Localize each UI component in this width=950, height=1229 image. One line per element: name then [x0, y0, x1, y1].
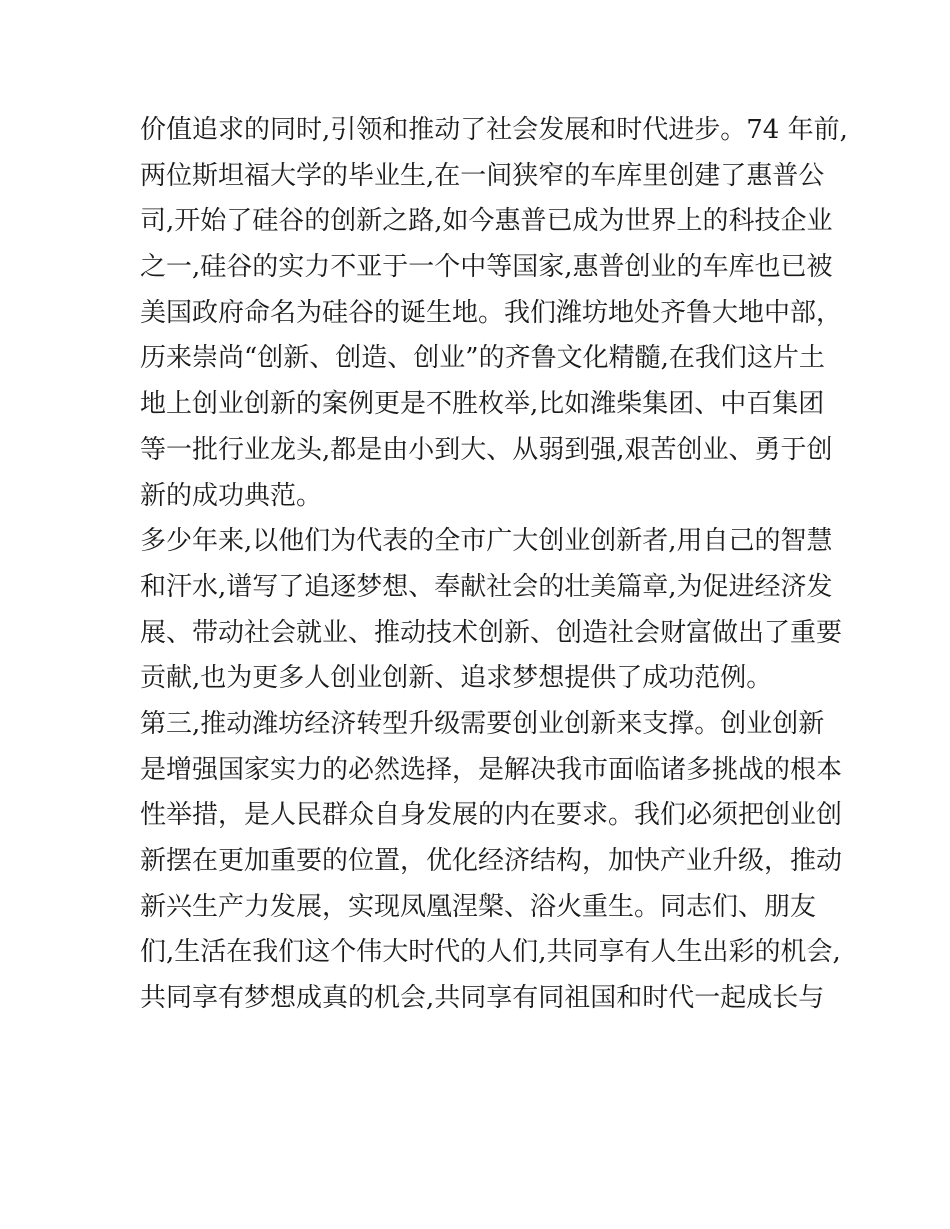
text-line: 多少年来,以他们为代表的全市广大创业创新者,用自己的智慧: [140, 526, 833, 557]
text-line: 共同享有梦想成真的机会,共同享有同祖国和时代一起成长与: [140, 983, 825, 1014]
text-line: 和汗水,谱写了追逐梦想、奉献社会的壮美篇章,为促进经济发: [140, 571, 833, 602]
text-line: 之一,硅谷的实力不亚于一个中等国家,惠普创业的车库也已被: [140, 252, 833, 283]
text-line: 第三,推动潍坊经济转型升级需要创业创新来支撑。创业创新: [140, 708, 825, 739]
text-line: 是增强国家实力的必然选择，是解决我市面临诸多挑战的根本: [140, 754, 843, 785]
text-line: 历来崇尚“创新、创造、创业”的齐鲁文化精髓,在我们这片土: [140, 343, 825, 374]
text-line: 等一批行业龙头,都是由小到大、从弱到强,艰苦创业、勇于创: [140, 434, 833, 465]
text-line: 地上创业创新的案例更是不胜枚举,比如潍柴集团、中百集团: [140, 389, 825, 420]
text-line: 价值追求的同时,引领和推动了社会发展和时代进步。74 年前,: [140, 115, 848, 145]
body-text: [140, 108, 848, 1022]
text-line: 新兴生产力发展，实现凤凰涅槃、浴火重生。同志们、朋友: [140, 891, 817, 922]
text-line: 两位斯坦福大学的毕业生,在一间狭窄的车库里创建了惠普公: [140, 160, 825, 191]
text-line: 性举措，是人民群众自身发展的内在要求。我们必须把创业创: [140, 800, 843, 831]
text-line: 新摆在更加重要的位置，优化经济结构，加快产业升级，推动: [140, 846, 843, 876]
text-line: 美国政府命名为硅谷的诞生地。我们潍坊地处齐鲁大地中部，: [140, 297, 843, 328]
text-line: 新的成功典范。: [140, 480, 323, 511]
text-line: 贡献,也为更多人创业创新、追求梦想提供了成功范例。: [140, 663, 773, 694]
text-line: 司,开始了硅谷的创新之路,如今惠普已成为世界上的科技企业: [140, 206, 833, 237]
text-line: 们,生活在我们这个伟大时代的人们,共同享有人生出彩的机会,: [140, 937, 841, 968]
text-line: 展、带动社会就业、推动技术创新、创造社会财富做出了重要: [140, 617, 843, 648]
